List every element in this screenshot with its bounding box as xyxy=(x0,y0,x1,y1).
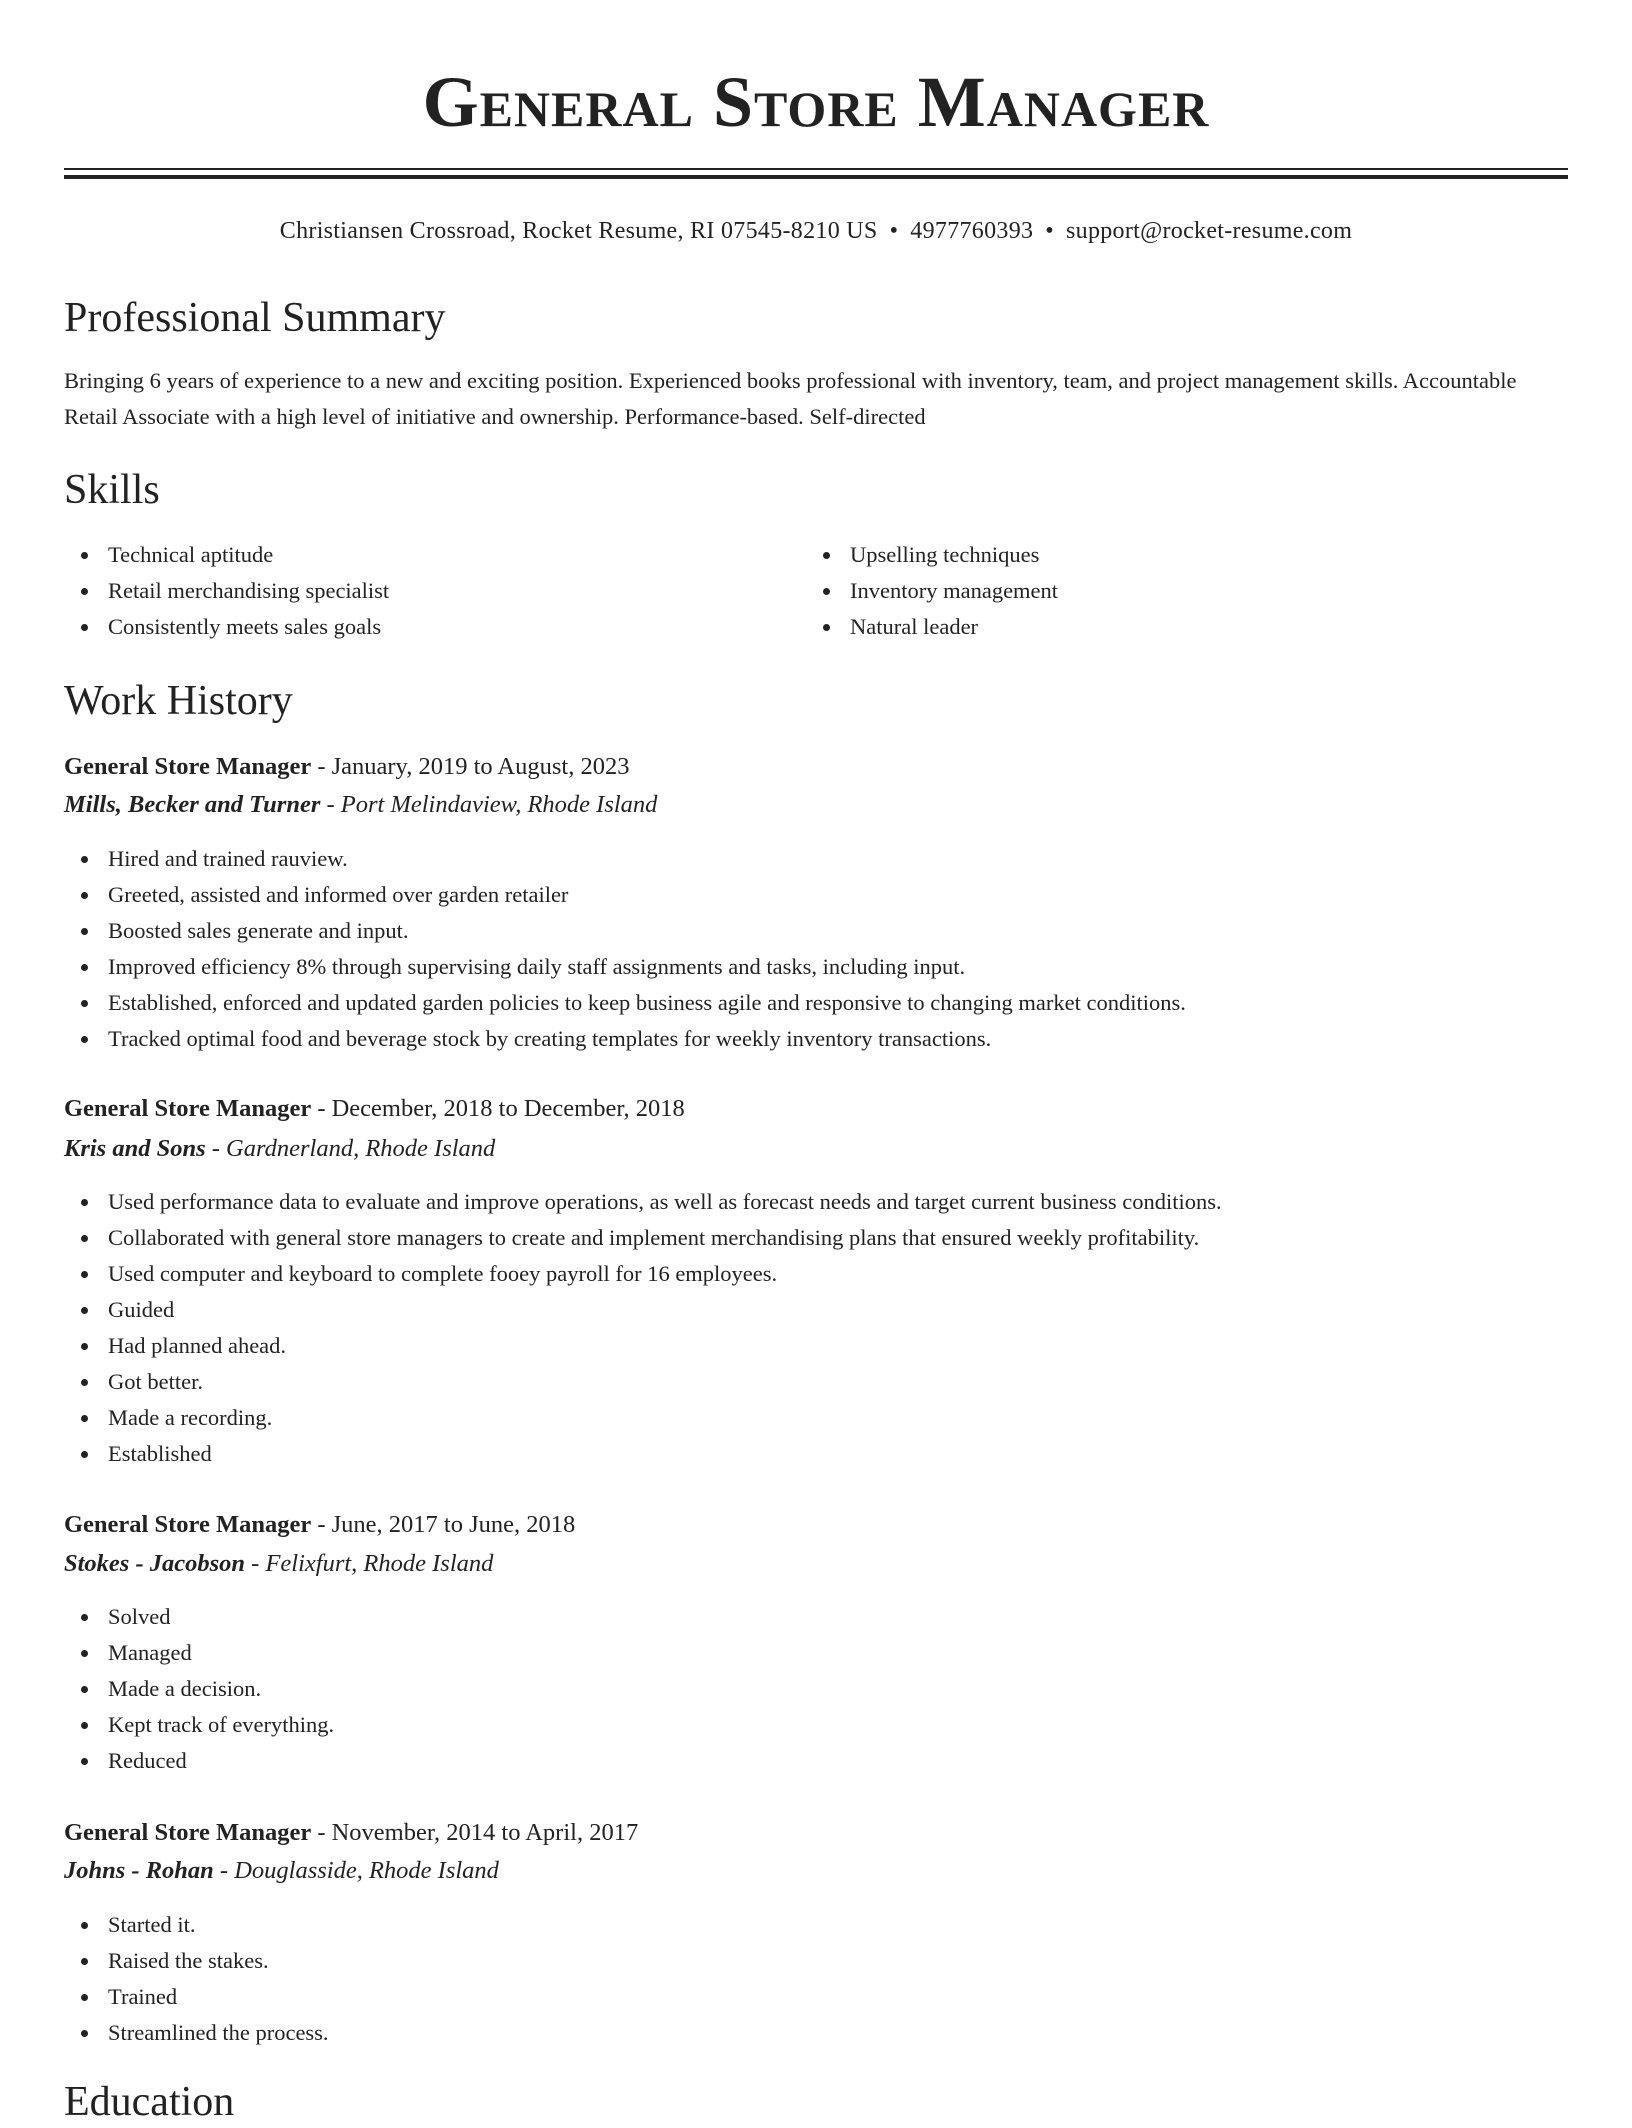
job-employer xyxy=(64,787,657,823)
job-company: Kris and Sons xyxy=(64,1135,206,1162)
job-bullet: Used performance data to evaluate and improve operations, as well as forecast needs and target current business conditions. xyxy=(64,1184,1222,1220)
skill-item: Retail merchandising specialist xyxy=(64,573,389,609)
job-dates: - June, 2017 to June, 2018 xyxy=(311,1511,576,1538)
job-location: - Douglasside, Rhode Island xyxy=(213,1857,499,1884)
job-bullet: Established xyxy=(64,1436,1222,1472)
job-role: General Store Manager xyxy=(64,1511,312,1538)
job-dates: - January, 2019 to August, 2023 xyxy=(311,753,630,780)
resume-page xyxy=(64,0,1568,2125)
job-role: General Store Manager xyxy=(64,753,312,780)
skill-item: Technical aptitude xyxy=(64,537,389,573)
job-heading xyxy=(64,749,629,785)
job-location: - Port Melindaview, Rhode Island xyxy=(320,791,658,818)
job-company: Stokes - Jacobson xyxy=(64,1550,246,1577)
job-location: - Gardnerland, Rhode Island xyxy=(205,1135,496,1162)
skills-list-left xyxy=(64,537,389,645)
job-bullet: Managed xyxy=(64,1635,334,1671)
skill-item: Natural leader xyxy=(806,609,1058,645)
job-location: - Felixfurt, Rhode Island xyxy=(245,1550,494,1577)
contact-phone: 4977760393 xyxy=(910,218,1034,244)
job-role: General Store Manager xyxy=(64,1819,312,1846)
job-bullet: Made a decision. xyxy=(64,1671,334,1707)
job-bullet: Solved xyxy=(64,1599,334,1635)
job-dates: - December, 2018 to December, 2018 xyxy=(311,1095,685,1122)
summary-heading: Professional Summary xyxy=(64,295,446,341)
job-heading xyxy=(64,1815,638,1851)
job-bullets xyxy=(64,1599,334,1779)
job-bullet: Hired and trained rauview. xyxy=(64,841,1186,877)
contact-line xyxy=(64,215,1568,247)
job-bullets xyxy=(64,1907,329,2051)
job-bullet: Collaborated with general store managers to create and implement merchandising plans that ensured weekly profitability. xyxy=(64,1220,1222,1256)
job-bullet: Started it. xyxy=(64,1907,329,1943)
skill-item: Inventory management xyxy=(806,573,1058,609)
skill-item: Upselling techniques xyxy=(806,537,1058,573)
job-bullet: Greeted, assisted and informed over garden retailer xyxy=(64,877,1186,913)
education-heading: Education xyxy=(64,2079,235,2125)
job-company: Johns - Rohan xyxy=(64,1857,214,1884)
job-employer xyxy=(64,1853,499,1889)
job-bullet: Had planned ahead. xyxy=(64,1328,1222,1364)
contact-separator: • xyxy=(889,218,899,244)
skill-item: Consistently meets sales goals xyxy=(64,609,389,645)
job-bullet: Tracked optimal food and beverage stock by creating templates for weekly inventory transactions. xyxy=(64,1021,1186,1057)
job-bullet: Kept track of everything. xyxy=(64,1707,334,1743)
skills-list-right xyxy=(806,537,1058,645)
job-dates: - November, 2014 to April, 2017 xyxy=(311,1819,639,1846)
skills-heading: Skills xyxy=(64,467,160,513)
contact-address: Christiansen Crossroad, Rocket Resume, RI 07545-8210 US xyxy=(279,218,878,244)
job-employer xyxy=(64,1546,493,1582)
contact-email[interactable]: support@rocket-resume.com xyxy=(1066,218,1353,244)
job-bullet: Reduced xyxy=(64,1743,334,1779)
job-bullet: Improved efficiency 8% through supervising daily staff assignments and tasks, including input. xyxy=(64,949,1186,985)
job-bullet: Streamlined the process. xyxy=(64,2015,329,2051)
title-rule-thin xyxy=(64,168,1568,170)
job-bullet: Raised the stakes. xyxy=(64,1943,329,1979)
resume-title: General Store Manager xyxy=(422,62,1210,142)
job-employer xyxy=(64,1131,495,1167)
job-bullets xyxy=(64,841,1186,1057)
work-history-heading: Work History xyxy=(64,678,293,724)
title-rule-thick xyxy=(64,175,1568,179)
job-heading xyxy=(64,1091,685,1127)
job-bullet: Trained xyxy=(64,1979,329,2015)
job-bullet: Guided xyxy=(64,1292,1222,1328)
job-bullet: Established, enforced and updated garden policies to keep business agile and responsive to changing market conditions. xyxy=(64,985,1186,1021)
summary-text: Bringing 6 years of experience to a new and exciting position. Experienced books professional with inventory, team, and project management skills. Accountable Retail Associate with a high level of initiative and ownership. Performance-based. Self-directed xyxy=(64,368,1517,429)
job-bullet: Got better. xyxy=(64,1364,1222,1400)
job-bullet: Used computer and keyboard to complete fooey payroll for 16 employees. xyxy=(64,1256,1222,1292)
job-bullet: Boosted sales generate and input. xyxy=(64,913,1186,949)
job-bullets xyxy=(64,1184,1222,1472)
job-role: General Store Manager xyxy=(64,1095,312,1122)
job-bullet: Made a recording. xyxy=(64,1400,1222,1436)
job-heading xyxy=(64,1507,575,1543)
contact-separator: • xyxy=(1045,218,1054,244)
job-company: Mills, Becker and Turner xyxy=(64,791,321,818)
